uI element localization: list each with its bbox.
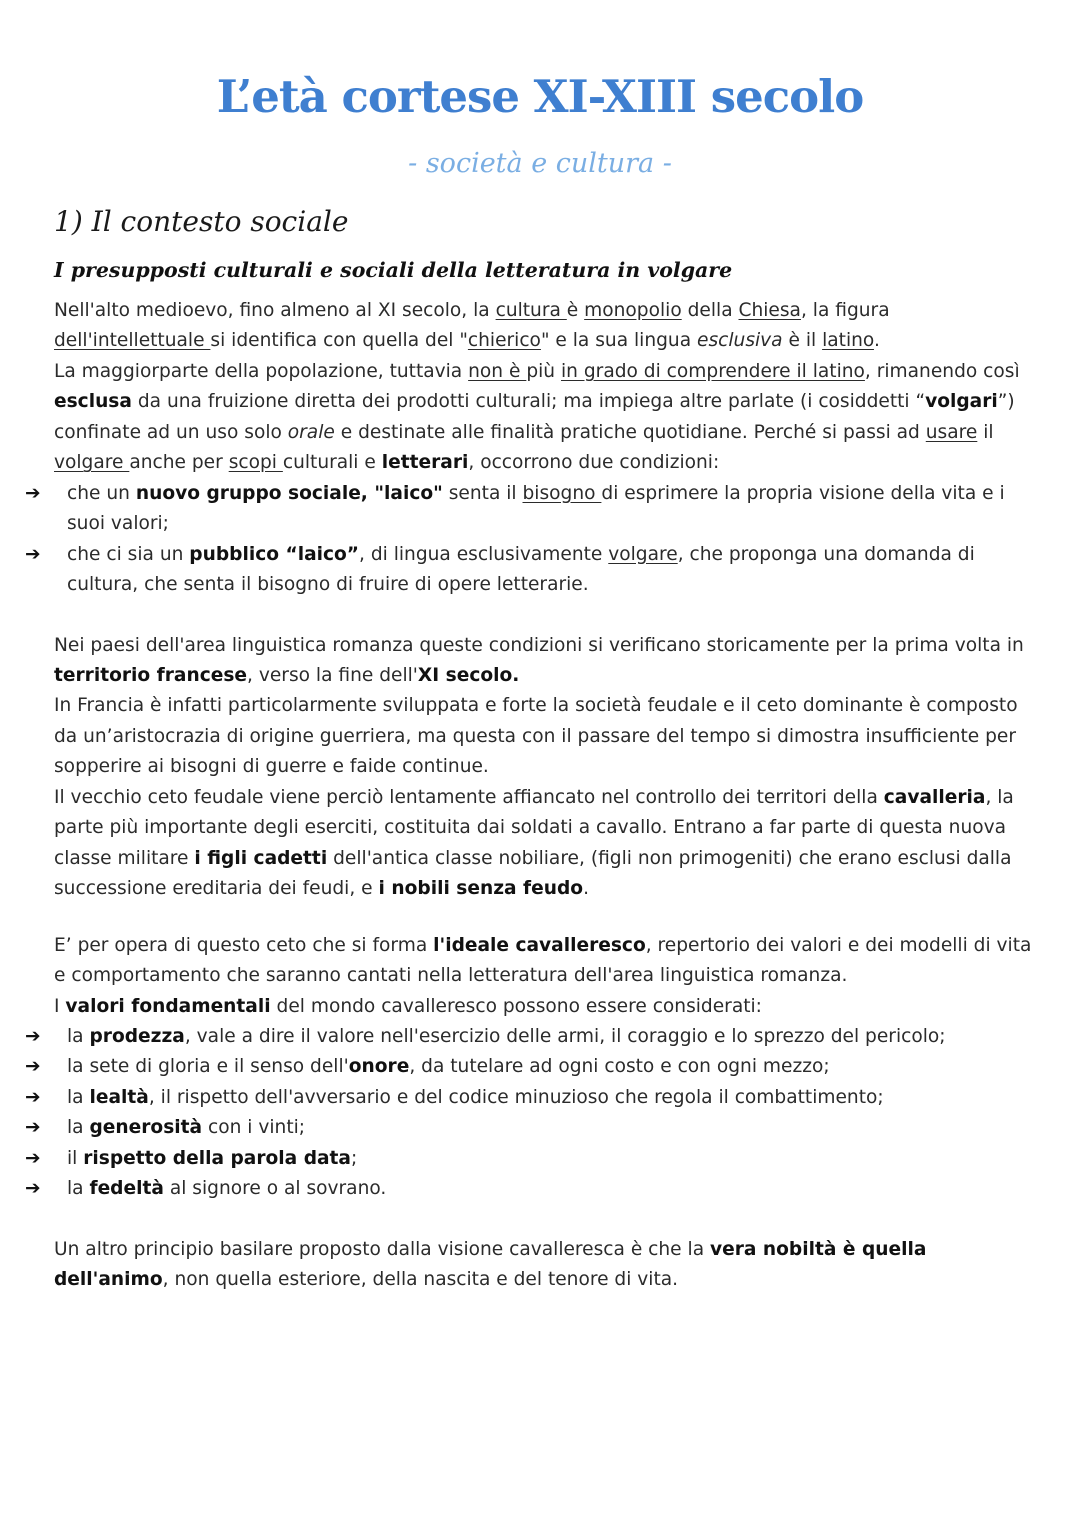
list-item: ➔ la sete di gloria e il senso dell'onore, da tutelare ad ogni costo e con ogni mezzo; xyxy=(54,1052,1044,1082)
paragraph-france: Nei paesi dell'area linguistica romanza queste condizioni si verificano storicamente per la prima volta in territorio francese, verso la fine dell'XI secolo. xyxy=(54,634,1024,686)
paragraph-feudal: In Francia è infatti particolarmente sviluppata e forte la società feudale e il ceto dominante è composto da un’aristocrazia di origine guerriera, ma questa con il passare del tempo si dimostra insufficiente per sopperire ai bisogni di guerre e faide continue. xyxy=(54,695,1018,778)
paragraph-nobility: Un altro principio basilare proposto dalla visione cavalleresca è che la vera nobiltà è quella dell'animo, non quella esteriore, della nascita e del tenore di vita. xyxy=(54,1238,927,1291)
section-heading: I presupposti culturali e sociali della letteratura in volgare xyxy=(54,258,733,282)
list-item: ➔ che un nuovo gruppo sociale, "laico" senta il bisogno di esprimere la propria visione della vita e i suoi valori; xyxy=(54,479,1044,540)
arrow-right-icon: ➔ xyxy=(25,543,41,565)
arrow-right-icon: ➔ xyxy=(25,1086,41,1108)
list-item: ➔ che ci sia un pubblico “laico”, di lingua esclusivamente volgare, che proponga una domanda di cultura, che senta il bisogno di fruire di opere letterarie. xyxy=(54,540,1044,601)
paragraph-intro: Nell'alto medioevo, fino almeno al XI secolo, la cultura è monopolio della Chiesa, la figura dell'intellettuale si identifica con quella del "chierico" e la sua lingua esclusiva è il latino. La maggiorparte della popolazione, tuttavia non è più in grado di comprendere il latino, rimanendo così esclusa da una fruizione diretta dei prodotti culturali; ma impiega altre parlate (i cosiddetti “volgari”) confinate ad un uso solo orale e destinate alle finalità pratiche quotidiane. Perché si passi ad usare il volgare anche per scopi culturali e letterari, occorrono due condizioni: xyxy=(54,300,1020,474)
arrow-right-icon: ➔ xyxy=(25,1178,41,1200)
list-item: ➔ la lealtà, il rispetto dell'avversario e del codice minuzioso che regola il combattimento; xyxy=(54,1083,1044,1113)
section-title: 1) Il contesto sociale xyxy=(54,205,349,238)
list-item: ➔ la fedeltà al signore o al sovrano. xyxy=(54,1174,1044,1204)
body-text xyxy=(25,296,1044,1296)
arrow-right-icon: ➔ xyxy=(25,482,41,504)
arrow-right-icon: ➔ xyxy=(25,1117,41,1139)
arrow-right-icon: ➔ xyxy=(25,1147,41,1169)
list-item: ➔ la prodezza, vale a dire il valore nell'esercizio delle armi, il coraggio e lo sprezzo del pericolo; xyxy=(54,1022,1044,1052)
paragraph-values-intro: I valori fondamentali del mondo cavalleresco possono essere considerati: xyxy=(54,995,762,1017)
paragraph-ideal: E’ per opera di questo ceto che si forma l'ideale cavalleresco, repertorio dei valori e dei modelli di vita e comportamento che saranno cantati nella letteratura dell'area linguistica romanza. xyxy=(54,934,1032,987)
arrow-right-icon: ➔ xyxy=(25,1025,41,1047)
list-item: ➔ il rispetto della parola data; xyxy=(54,1144,1044,1174)
arrow-right-icon: ➔ xyxy=(25,1056,41,1078)
values-list xyxy=(25,1022,1044,1205)
page-subtitle: - società e cultura - xyxy=(408,148,672,179)
paragraph-cavalry: Il vecchio ceto feudale viene perciò lentamente affiancato nel controllo dei territori della cavalleria, la parte più importante degli eserciti, costituita dai soldati a cavallo. Entrano a far parte di questa nuova classe militare i figli cadetti dell'antica classe nobiliare, (figli non primogeniti) che erano esclusi dalla successione ereditaria dei feudi, e i nobili senza feudo. xyxy=(54,786,1014,900)
conditions-list xyxy=(25,479,1044,601)
page-title: L’età cortese XI-XIII secolo xyxy=(216,70,864,123)
list-item: ➔ la generosità con i vinti; xyxy=(54,1113,1044,1143)
